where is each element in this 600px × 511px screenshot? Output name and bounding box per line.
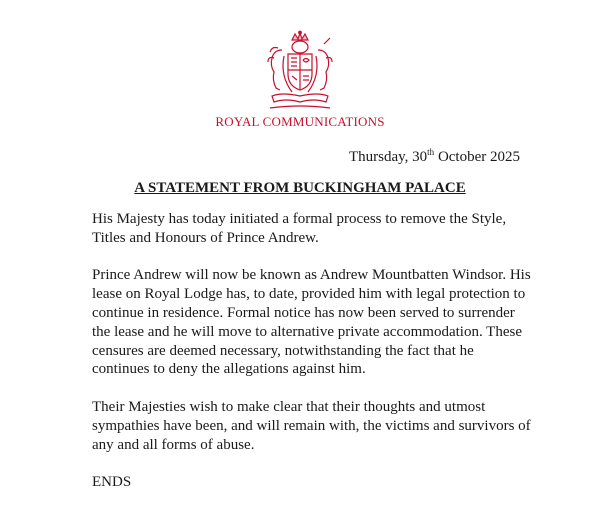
royal-coat-of-arms-icon xyxy=(262,30,338,112)
date-day: 30 xyxy=(412,149,428,165)
paragraph: Their Majesties wish to make clear that their thoughts and utmost sympathies have been, and will remain with, the victims and survivors of any and all forms of abuse. xyxy=(92,398,531,453)
date-month-year: October 2025 xyxy=(437,149,520,165)
statement-title: A STATEMENT FROM BUCKINGHAM PALACE xyxy=(134,180,466,196)
date-weekday: Thursday, xyxy=(348,149,409,165)
statement-date xyxy=(349,147,520,166)
date-suffix: th xyxy=(427,147,435,157)
paragraph: His Majesty has today initiated a formal process to remove the Style, Titles and Honours of Prince Andrew. xyxy=(92,211,507,246)
ends-marker: ENDS xyxy=(92,474,132,491)
department-heading: ROYAL COMMUNICATIONS xyxy=(215,114,385,129)
paragraph: Prince Andrew will now be known as Andrew Mountbatten Windsor. His lease on Royal Lodge has, to date, provided him with legal protection to continue in residence. Formal notice has now been served to surrender the lease and he will move to alternative private accommodation. These censures are deemed necessary, notwithstanding the fact that he continues to deny the allegations against him. xyxy=(92,267,531,378)
statement-body xyxy=(92,210,532,511)
